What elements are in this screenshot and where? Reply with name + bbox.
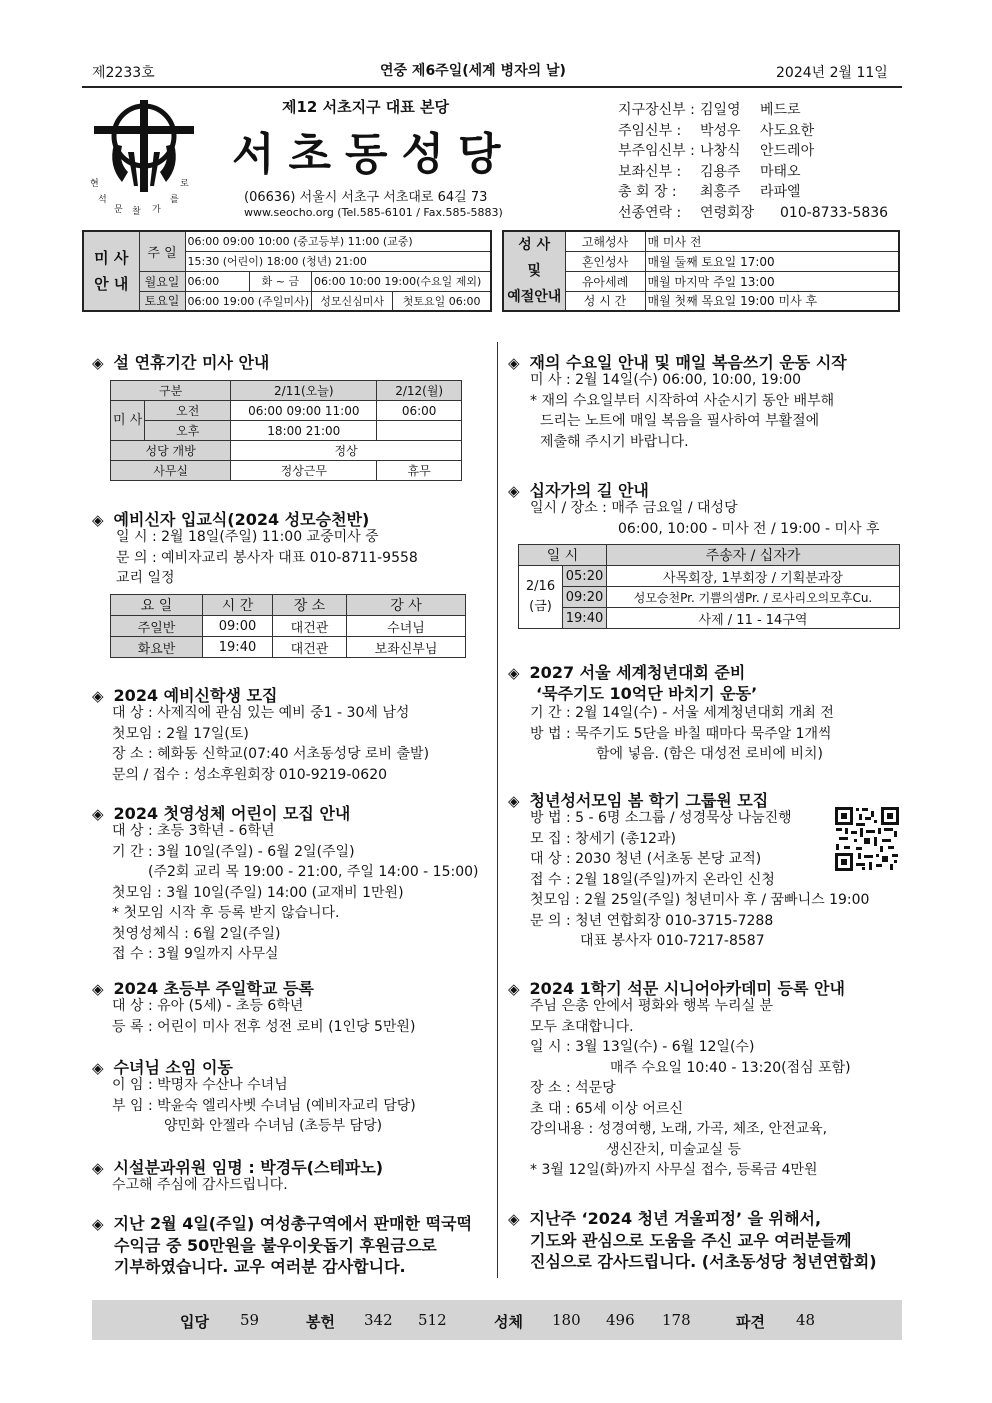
section-title: ◈ 2024 초등부 주일학교 등록 bbox=[92, 979, 314, 998]
section-body: 수고해 주심에 감사드립니다. bbox=[112, 1177, 288, 1193]
section-body: 대 상 : 사제직에 관심 있는 예비 중1 - 30세 남성 첫모임 : 2월 17일(토) 장 소 : 혜화동 신학교(07:40 서초동성당 로비 출발) 문의 / 접수 : 성소후원회장 010-9219-0620 bbox=[112, 705, 430, 783]
stat-value: 180 bbox=[552, 1311, 581, 1329]
stat-value: 496 bbox=[606, 1311, 635, 1329]
clergy-row: 보좌신부 : 김용주 마태오 bbox=[618, 163, 801, 180]
clergy-row: 부주임신부 : 나창식 안드레아 bbox=[618, 143, 815, 160]
section-title: ◈ 십자가의 길 안내 bbox=[508, 481, 649, 500]
section-title: ◈ 2027 서울 세계청년대회 준비 bbox=[508, 663, 746, 682]
stat-label: 파견 bbox=[736, 1313, 765, 1331]
section-title: ◈ 예비신자 입교식(2024 성모승천반) bbox=[92, 510, 370, 529]
liturgical-week: 연중 제6주일(세계 병자의 날) bbox=[380, 63, 566, 79]
clergy-row: 총 회 장 : 최흥주 라파엘 bbox=[618, 184, 801, 201]
section-body: 일시 / 장소 : 매주 금요일 / 대성당 06:00, 10:00 - 미사 전 / 19:00 - 미사 후 bbox=[530, 500, 880, 537]
section-title: ◈ 2024 첫영성체 어린이 모집 안내 bbox=[92, 804, 351, 823]
mass-schedule-table: 미 사 안 내 주 일 06:00 09:00 10:00 (중고등부) 11:00 (교중) 15:30 (어린이) 18:00 (청년) 21:00 월요일 06:00 화 ~ 금 06:00 10:00 19:00(수요일 제외) 토요일 06:00 19:00 (주일미사) 성모신심미사 첫토요일 06:00 bbox=[82, 230, 492, 312]
section-title: ◈ 2024 예비신학생 모집 bbox=[92, 686, 278, 705]
section-title: ◈ 청년성서모임 봄 학기 그룹원 모집 bbox=[508, 791, 769, 810]
section-body: 이 임 : 박명자 수산나 수녀님 부 임 : 박윤숙 엘리사벳 수녀님 (예비자교리 담당) 양민화 안젤라 수녀님 (초등부 담당) bbox=[112, 1077, 416, 1134]
stations-table: 일 시 주송자 / 십자가 2/16 (금) 05:20 사목회장, 1부회장 / 기획분과장 09:20 성모승천Pr. 기쁨의샘Pr. / 로사리오의모후Cu. 19:40 사제 / 11 - 14구역 bbox=[518, 544, 900, 629]
section-title: ◈ 재의 수요일 안내 및 매일 복음쓰기 운동 시작 bbox=[508, 353, 847, 372]
section-title: ◈ 설 연휴기간 미사 안내 bbox=[92, 353, 270, 372]
clergy-row: 주임신부 : 박성우 사도요한 bbox=[618, 122, 815, 139]
stat-value: 178 bbox=[662, 1311, 691, 1329]
parish-subtitle: 제12 서초지구 대표 본당 bbox=[282, 98, 449, 116]
thanks-notice: ◈ 지난주 ‘2024 청년 겨울피정’ 을 위해서, 기도와 관심으로 도움을 주신 교우 여러분들께 진심으로 감사드립니다. (서초동성당 청년연합회) bbox=[508, 1209, 877, 1271]
clergy-row: 지구장신부 : 김일영 베드로 bbox=[618, 102, 801, 118]
section-subtitle: ‘묵주기도 10억단 바치기 운동’ bbox=[536, 684, 758, 703]
stat-label: 봉헌 bbox=[306, 1313, 335, 1331]
clergy-list bbox=[618, 100, 888, 224]
section-body: 주님 은총 안에서 평화와 행복 누리실 분 모두 초대합니다. 일 시 : 3월 13일(수) - 6월 12일(수) 매주 수요일 10:40 - 13:20(점심 포함) 장 소 : 석문당 초 대 : 65세 이상 어르신 강의내용 : 성경여행, 노래, 가곡, 체조, 안전교육, 생신잔치, 미술교실 등 * 3월 12일(화)까지 사무실 접수, 등록금 4만원 bbox=[530, 998, 851, 1178]
section-body: 대 상 : 초등 3학년 - 6학년 기 간 : 3월 10일(주일) - 6월 2일(주일) (주2회 교리 목 19:00 - 21:00, 주일 14:00 - 15:00) 첫모임 : 3월 10일(주일) 14:00 (교재비 1만원) * 첫모임 시작 후 등록 받지 않습니다. 첫영성체식 : 6월 2일(주일) 접 수 : 3월 9일까지 사무실 bbox=[112, 823, 479, 962]
stat-value: 342 bbox=[364, 1311, 393, 1329]
section-body: 기 간 : 2월 14일(수) - 서울 세계청년대회 개최 전 방 법 : 묵주기도 5단을 바칠 때마다 묵주알 1개씩 함에 넣음. (함은 대성전 로비에 비치) bbox=[530, 705, 834, 762]
issue-number: 제2233호 bbox=[92, 65, 155, 81]
parish-logo: 현 석 문 찰 가 를 로 bbox=[88, 96, 200, 212]
section-title: ◈ 수녀님 소임 이동 bbox=[92, 1058, 233, 1077]
section-title: ◈ 2024 1학기 석문 시니어아카데미 등록 안내 bbox=[508, 979, 845, 998]
section-body: 미 사 : 2월 14일(수) 06:00, 10:00, 19:00 * 재의 수요일부터 시작하여 사순시기 동안 배부해 드리는 노트에 매일 복음을 필사하여 부활절에 제출해 주시기 바랍니다. bbox=[530, 372, 835, 450]
catechism-table: 요 일 시 간 장 소 강 사 주일반 09:00 대건관 수녀님 화요반 19:40 대건관 보좌신부님 bbox=[110, 594, 466, 658]
sacraments-table: 성 사 및 예절안내 고해성사 매 미사 전 혼인성사 매월 둘째 토요일 17:00 유아세례 매월 마지막 주일 13:00 성 시 간 매월 첫째 목요일 19:00 미사 후 bbox=[502, 230, 900, 312]
parish-contact: www.seocho.org (Tel.585-6101 / Fax.585-5883) bbox=[244, 206, 503, 219]
stat-value: 512 bbox=[418, 1311, 447, 1329]
section-title: ◈ 시설분과위원 임명 : 박경두(스테파노) bbox=[92, 1158, 384, 1177]
section-body: 방 법 : 5 - 6명 소그룹 / 성경묵상 나눔진행 모 집 : 창세기 (총12과) 대 상 : 2030 청년 (서초동 본당 교적) 접 수 : 2월 18일(주일)까지 온라인 신청 첫모임 : 2월 25일(주일) 청년미사 후 / 꿈빠니스 19:00 문 의 : 청년 연합회장 010-3715-7288 대표 봉사자 010-7217-8587 bbox=[530, 810, 870, 949]
attendance-stats-bar bbox=[92, 1300, 902, 1340]
holiday-mass-table: 구분 2/11(오늘) 2/12(월) 미 사 오전 06:00 09:00 11:00 06:00 오후 18:00 21:00 성당 개방 정상 사무실 정상근무 휴무 bbox=[110, 380, 462, 481]
section-body: 대 상 : 유아 (5세) - 초등 6학년 등 록 : 어린이 미사 전후 성전 로비 (1인당 5만원) bbox=[112, 998, 416, 1035]
qr-code-icon[interactable] bbox=[834, 806, 900, 872]
column-divider bbox=[497, 342, 498, 1278]
stat-label: 입당 bbox=[180, 1313, 209, 1331]
stat-label: 성체 bbox=[494, 1313, 523, 1331]
parish-address: (06636) 서울시 서초구 서초대로 64길 73 bbox=[244, 190, 488, 205]
thanks-notice: ◈ 지난 2월 4일(주일) 여성총구역에서 판매한 떡국떡 수익금 중 50만원을 불우이웃돕기 후원금으로 기부하였습니다. 교우 여러분 감사합니다. bbox=[92, 1214, 472, 1276]
clergy-row: 선종연락 : 연령회장 010-8733-5836 bbox=[618, 204, 889, 221]
parish-title: 서초동성당 bbox=[232, 129, 515, 180]
issue-date: 2024년 2월 11일 bbox=[776, 65, 888, 81]
stat-value: 59 bbox=[240, 1311, 260, 1329]
section-body: 일 시 : 2월 18일(주일) 11:00 교중미사 중 문 의 : 예비자교리 봉사자 대표 010-8711-9558 교리 일정 bbox=[116, 529, 418, 586]
stat-value: 48 bbox=[796, 1311, 816, 1329]
